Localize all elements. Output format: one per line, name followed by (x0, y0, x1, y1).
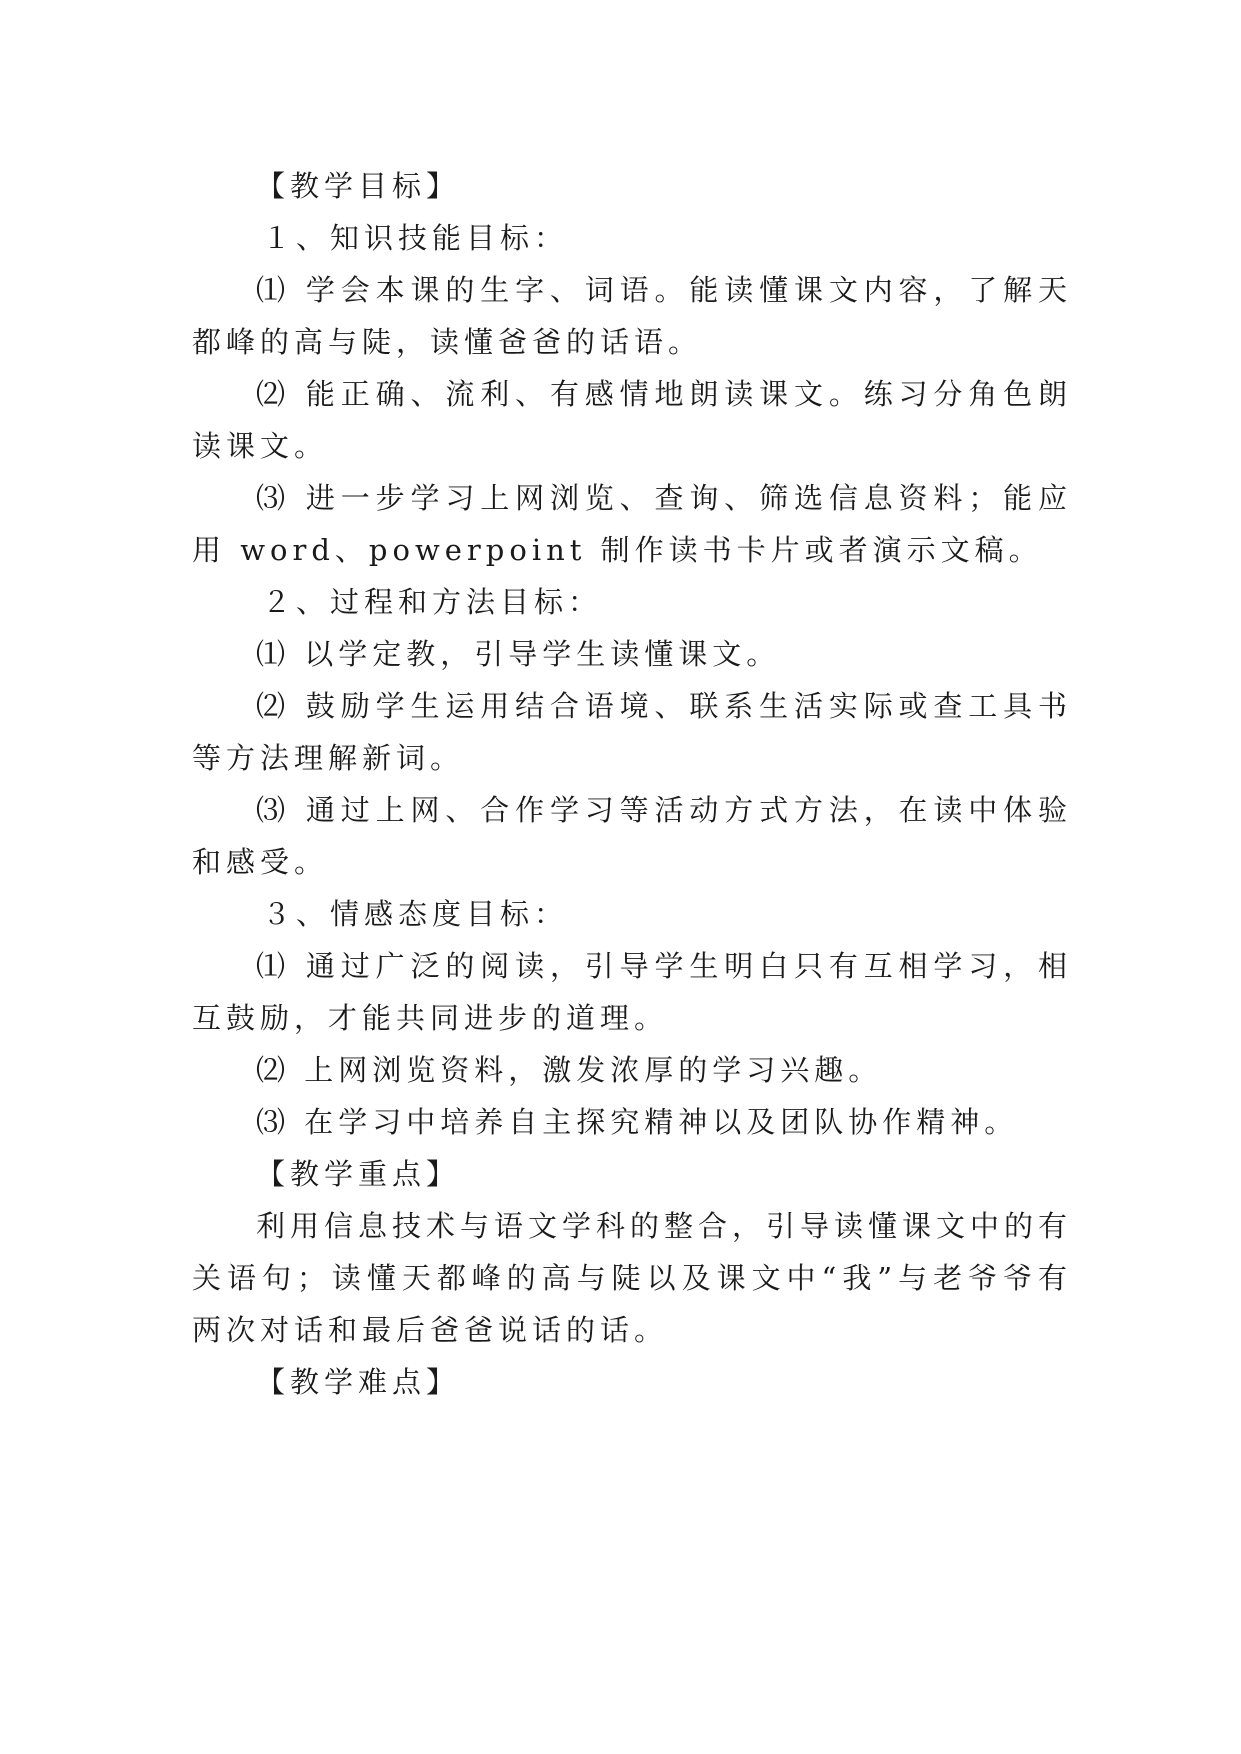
paragraph-line: ⑶ 进一步学习上网浏览、查询、筛选信息资料；能应 (256, 481, 1072, 515)
subheading-process-methods: ２、过程和方法目标： (262, 585, 603, 619)
section-heading-teaching-difficulty: 【教学难点】 (256, 1365, 461, 1399)
paragraph-line: 互鼓励，才能共同进步的道理。 (192, 1001, 669, 1035)
paragraph-line: ⑴ 学会本课的生字、词语。能读懂课文内容，了解天 (256, 273, 1072, 307)
paragraph-line: ⑶ 在学习中培养自主探究精神以及团队协作精神。 (256, 1105, 1019, 1139)
paragraph-line: 读课文。 (192, 429, 329, 463)
paragraph-line: ⑴ 以学定教，引导学生读懂课文。 (256, 637, 781, 671)
section-heading-teaching-focus: 【教学重点】 (256, 1157, 461, 1191)
paragraph-line: 利用信息技术与语文学科的整合，引导读懂课文中的有 (256, 1209, 1073, 1243)
paragraph-line: ⑶ 通过上网、合作学习等活动方式方法，在读中体验 (256, 793, 1072, 827)
paragraph-line: 等方法理解新词。 (192, 741, 465, 775)
paragraph-line: ⑵ 上网浏览资料，激发浓厚的学习兴趣。 (256, 1053, 883, 1087)
paragraph-line: ⑵ 能正确、流利、有感情地朗读课文。练习分角色朗 (256, 377, 1072, 411)
paragraph-line: 和感受。 (192, 845, 329, 879)
subheading-knowledge-skills: １、知识技能目标： (262, 221, 569, 255)
subheading-emotional-attitude: ３、情感态度目标： (262, 897, 569, 931)
paragraph-line: 关语句；读懂天都峰的高与陡以及课文中“我”与老爷爷有 (192, 1261, 1072, 1295)
paragraph-line: ⑵ 鼓励学生运用结合语境、联系生活实际或查工具书 (256, 689, 1072, 723)
paragraph-line: 都峰的高与陡，读懂爸爸的话语。 (192, 325, 703, 359)
paragraph-line: 两次对话和最后爸爸说话的话。 (192, 1313, 669, 1347)
paragraph-line: 用 word、powerpoint 制作读书卡片或者演示文稿。 (192, 533, 1043, 567)
paragraph-line: ⑴ 通过广泛的阅读，引导学生明白只有互相学习，相 (256, 949, 1072, 983)
section-heading-teaching-goals: 【教学目标】 (256, 169, 461, 203)
